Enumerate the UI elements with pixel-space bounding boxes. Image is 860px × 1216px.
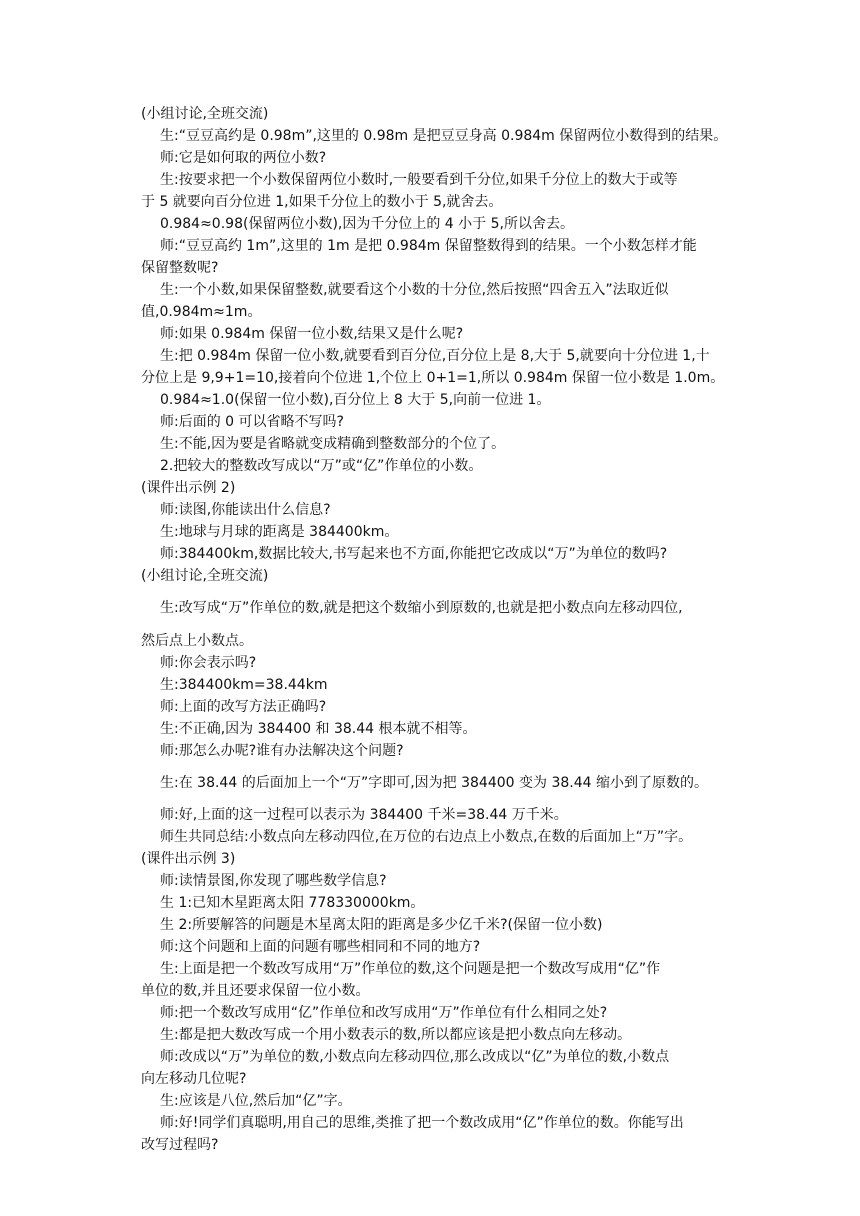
paragraph-line: 分位上是 9,9+1=10,接着向个位进 1,个位上 0+1=1,所以 0.984m 保留一位小数是 1.0m。	[141, 370, 725, 386]
paragraph: 生:384400km=38.44km	[160, 677, 328, 693]
paragraph: 0.984≈0.98(保留两位小数),因为千分位上的 4 小于 5,所以舍去。	[160, 216, 574, 232]
paragraph: 师:那怎么办呢?谁有办法解决这个问题?	[160, 743, 404, 759]
paragraph: 师:它是如何取的两位小数?	[160, 150, 327, 166]
paragraph: 生:地球与月球的距离是 384400km。	[160, 524, 399, 540]
paragraph: 生:应该是八位,然后加“亿”字。	[160, 1093, 352, 1109]
discussion-note: (小组讨论,全班交流)	[141, 568, 269, 584]
paragraph: 师:好,上面的这一过程可以表示为 384400 千米=38.44 万千米。	[160, 807, 568, 823]
paragraph: 师:读情景图,你发现了哪些数学信息?	[160, 873, 387, 889]
paragraph: 师:384400km,数据比较大,书写起来也不方面,你能把它改成以“万”为单位的数吗?	[160, 546, 668, 562]
paragraph: 师:你会表示吗?	[160, 655, 257, 671]
section-heading: 2.把较大的整数改写成以“万”或“亿”作单位的小数。	[160, 458, 483, 474]
paragraph-line: 值,0.984m≈1m。	[141, 304, 262, 320]
paragraph-line: 师:好!同学们真聪明,用自己的思维,类推了把一个数改成用“亿”作单位的数。你能写出	[160, 1115, 684, 1131]
paragraph-line: 师:“豆豆高约 1m”,这里的 1m 是把 0.984m 保留整数得到的结果。一个小数怎样才能	[160, 238, 697, 254]
paragraph: 师:后面的 0 可以省略不写吗?	[160, 414, 344, 430]
paragraph-line: 生:改写成“万”作单位的数,就是把这个数缩小到原数的,也就是把小数点向左移动四位,	[160, 600, 683, 616]
courseware-note: (课件出示例 2)	[141, 480, 236, 496]
paragraph: 师生共同总结:小数点向左移动四位,在万位的右边点上小数点,在数的后面加上“万”字。	[160, 829, 693, 845]
paragraph: 生:不正确,因为 384400 和 38.44 根本就不相等。	[160, 721, 477, 737]
paragraph-line: 生:按要求把一个小数保留两位小数时,一般要看到千分位,如果千分位上的数大于或等	[160, 172, 678, 188]
paragraph-line: 保留整数呢?	[141, 260, 219, 276]
paragraph: 生 1:已知木星距离太阳 778330000km。	[160, 895, 425, 911]
paragraph: 师:这个问题和上面的问题有哪些相同和不同的地方?	[160, 939, 481, 955]
paragraph-line: 于 5 就要向百分位进 1,如果千分位上的数小于 5,就舍去。	[141, 194, 503, 210]
paragraph: 师:读图,你能读出什么信息?	[160, 502, 331, 518]
paragraph: 师:把一个数改写成用“亿”作单位和改写成用“万”作单位有什么相同之处?	[160, 1005, 608, 1021]
paragraph: 生 2:所要解答的问题是木星离太阳的距离是多少亿千米?(保留一位小数)	[160, 917, 603, 933]
discussion-note: (小组讨论,全班交流)	[141, 106, 269, 122]
paragraph: 生:都是把大数改写成一个用小数表示的数,所以都应该是把小数点向左移动。	[160, 1027, 632, 1043]
paragraph-line: 生:把 0.984m 保留一位小数,就要看到百分位,百分位上是 8,大于 5,就要向十分位进 1,十	[160, 348, 710, 364]
paragraph-line: 生:一个小数,如果保留整数,就要看这个小数的十分位,然后按照“四舍五入”法取近似	[160, 282, 669, 298]
paragraph: 师:上面的改写方法正确吗?	[160, 699, 327, 715]
paragraph-line: 师:改成以“万”为单位的数,小数点向左移动四位,那么改成以“亿”为单位的数,小数点	[160, 1049, 670, 1065]
paragraph-line: 改写过程吗?	[141, 1137, 219, 1153]
paragraph: 生:不能,因为要是省略就变成精确到整数部分的个位了。	[160, 436, 506, 452]
paragraph: 师:如果 0.984m 保留一位小数,结果又是什么呢?	[160, 326, 464, 342]
paragraph: 生:在 38.44 的后面加上一个“万”字即可,因为把 384400 变为 38.44 缩小到了原数的。	[160, 775, 708, 791]
paragraph-line: 向左移动几位呢?	[141, 1071, 247, 1087]
paragraph-line: 单位的数,并且还要求保留一位小数。	[141, 983, 370, 999]
paragraph-line: 生:上面是把一个数改写成用“万”作单位的数,这个问题是把一个数改写成用“亿”作	[160, 961, 661, 977]
paragraph: 生:“豆豆高约是 0.98m”,这里的 0.98m 是把豆豆身高 0.984m 保留两位小数得到的结果。	[160, 128, 728, 144]
paragraph: 0.984≈1.0(保留一位小数),百分位上 8 大于 5,向前一位进 1。	[160, 392, 551, 408]
paragraph-line: 然后点上小数点。	[141, 633, 253, 649]
courseware-note: (课件出示例 3)	[141, 851, 236, 867]
